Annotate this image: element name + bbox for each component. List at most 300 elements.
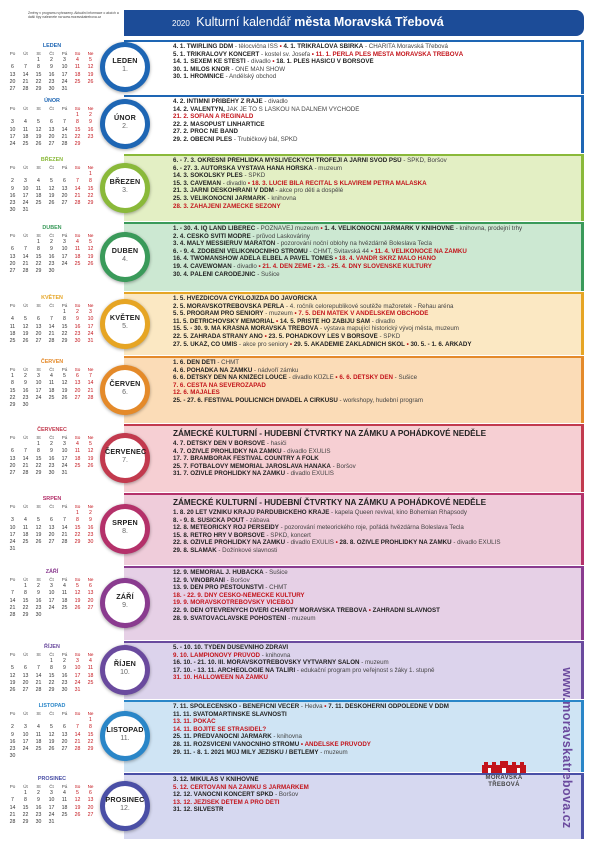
event-line <box>173 741 563 749</box>
event-item <box>173 203 281 210</box>
calendar-day: 5 <box>76 790 79 797</box>
event-line <box>173 799 563 807</box>
weekday-label: Po <box>9 303 16 308</box>
month-number: 8. <box>122 528 128 535</box>
weekday-label: So <box>74 435 81 440</box>
event-detail: - divadlo <box>370 317 396 325</box>
calendar-day <box>58 171 71 178</box>
calendar-day: 29 <box>74 539 81 546</box>
calendar-day: 9 <box>63 665 66 672</box>
calendar-day: 3 <box>37 373 40 380</box>
calendar-day: 23 <box>35 811 42 818</box>
event-detail: - Sušice <box>255 270 280 278</box>
event-item <box>173 113 253 120</box>
calendar-day: 29 <box>61 338 68 345</box>
calendar-day: 8 <box>24 590 27 597</box>
calendar-day: 6 <box>11 246 14 253</box>
calendar-day <box>6 583 19 590</box>
calendar-day: 29 <box>35 470 42 477</box>
event-detail: - divadlo <box>262 98 288 105</box>
month-number: 11. <box>120 735 130 742</box>
weekday-label: So <box>74 106 81 111</box>
calendar-day <box>19 753 32 760</box>
calendar-day: 12 <box>22 323 29 330</box>
calendar-day <box>6 717 19 724</box>
calendar-day: 22 <box>9 394 16 401</box>
calendar-day: 13 <box>48 126 55 133</box>
event-item <box>173 448 330 455</box>
event-line <box>173 455 563 463</box>
mini-calendar-title: ČERVEN <box>40 359 64 365</box>
calendar-day: 27 <box>35 338 42 345</box>
calendar-day: 10 <box>35 380 42 387</box>
calendar-day: 17 <box>22 192 29 199</box>
event-title: 14. 11. BOJÍTE SE STRAŠIDEL? <box>173 725 267 733</box>
event-item <box>173 776 259 783</box>
calendar-day: 6 <box>37 316 40 323</box>
calendar-day: 5 <box>37 517 40 524</box>
event-item <box>173 509 467 516</box>
calendar-day: 27 <box>22 687 29 694</box>
month-badge <box>100 504 150 554</box>
event-line <box>173 225 563 233</box>
event-detail: - CHARITA Moravská Třebová <box>363 43 448 50</box>
calendar-day: 17 <box>61 253 68 260</box>
calendar-day: 25 <box>22 539 29 546</box>
calendar-day: 2 <box>89 510 92 517</box>
calendar-day: 5 <box>76 583 79 590</box>
event-detail: - Boršov <box>330 462 356 470</box>
event-detail: - divadlo <box>221 179 247 187</box>
event-line <box>173 652 563 660</box>
calendar-day: 28 <box>61 141 68 148</box>
calendar-day <box>84 546 97 553</box>
event-item <box>173 577 250 584</box>
calendar-day <box>45 207 58 214</box>
title-year: 2020 <box>172 19 190 28</box>
event-title: 8. - 9. 8. SUŠICKÁ POUŤ <box>173 516 245 524</box>
calendar-day <box>6 790 19 797</box>
calendar-day: 13 <box>61 185 68 192</box>
weekday-label: Čt <box>49 303 54 308</box>
calendar-day: 4 <box>24 517 27 524</box>
event-title: 1. 8. 20 LET VZNIKU KRAJŮ PARDUBICKÉHO KRAJE <box>173 509 330 516</box>
event-item <box>173 539 334 546</box>
calendar-day: 31 <box>87 338 94 345</box>
calendar-day: 7 <box>89 373 92 380</box>
calendar-day: 10 <box>87 316 94 323</box>
calendar-day <box>45 546 58 553</box>
calendar-day: 13 <box>48 524 55 531</box>
weekday-label: Čt <box>49 504 54 509</box>
month-number: 2. <box>122 123 128 130</box>
calendar-day: 8 <box>37 64 40 71</box>
calendar-day <box>6 57 19 64</box>
calendar-day: 25 <box>9 338 16 345</box>
event-detail: - knihovna <box>260 651 291 659</box>
calendar-day: 22 <box>74 531 81 538</box>
calendar-day: 4 <box>11 316 14 323</box>
event-line <box>173 733 563 741</box>
weekday-label: Pá <box>61 367 68 372</box>
weekday-label: Ne <box>87 504 94 509</box>
event-line <box>173 98 563 106</box>
calendar-day <box>19 57 32 64</box>
month-badge <box>100 163 150 213</box>
event-line <box>173 263 563 271</box>
event-item <box>373 607 440 614</box>
calendar-day: 30 <box>35 819 42 826</box>
weekday-label: Ne <box>87 711 94 716</box>
event-title: 9. 10. LAMPIONOVÝ PRŮVOD <box>173 651 260 659</box>
calendar-day: 29 <box>9 402 16 409</box>
event-line <box>173 599 563 607</box>
calendar-day: 11 <box>35 731 42 738</box>
page-title <box>172 15 444 31</box>
weekday-label: Ne <box>87 367 94 372</box>
calendar-day <box>84 687 97 694</box>
month-badge <box>100 232 150 282</box>
calendar-day: 4 <box>37 724 40 731</box>
event-line <box>173 667 563 675</box>
weekday-label: Ne <box>87 577 94 582</box>
event-item <box>173 726 266 733</box>
calendar-day <box>71 753 84 760</box>
event-title: 28. 3. ZAHÁJENÍ ZÁMECKÉ SEZÓNY <box>173 202 281 210</box>
calendar-day: 12 <box>87 246 94 253</box>
month-events <box>173 359 563 422</box>
weekday-label: Čt <box>49 367 54 372</box>
calendar-day: 29 <box>87 200 94 207</box>
calendar-day: 18 <box>35 738 42 745</box>
calendar-day: 26 <box>74 604 81 611</box>
calendar-day: 10 <box>48 590 55 597</box>
calendar-day: 20 <box>9 78 16 85</box>
weekday-label: Ne <box>87 165 94 170</box>
calendar-day: 7 <box>24 246 27 253</box>
weekday-label: Pá <box>61 51 68 56</box>
event-item <box>173 440 286 447</box>
calendar-day <box>32 207 45 214</box>
mini-calendar-title: ČERVENEC <box>37 427 67 433</box>
calendar-day <box>32 753 45 760</box>
calendar-day: 16 <box>48 71 55 78</box>
event-title: 4. 1. TŘÍKRÁLOVÁ SBÍRKA <box>283 43 364 50</box>
calendar-day: 25 <box>48 394 55 401</box>
calendar-day <box>6 658 19 665</box>
event-line <box>173 172 563 180</box>
calendar-day: 12 <box>74 590 81 597</box>
weekday-label: Út <box>23 165 28 170</box>
mini-calendar-grid <box>6 434 98 477</box>
calendar-day: 8 <box>76 119 79 126</box>
calendar-day: 16 <box>87 126 94 133</box>
calendar-day: 7 <box>24 64 27 71</box>
calendar-day: 7 <box>11 797 14 804</box>
weekday-label: Pá <box>61 165 68 170</box>
bullet-separator: • <box>368 247 375 255</box>
bullet-separator: • <box>367 606 373 614</box>
event-title: 30. 1. MILOŠ KNOR <box>173 65 230 73</box>
website-vertical[interactable] <box>557 648 577 848</box>
event-title: ANDĚLSKÉ PRŮVODY <box>304 740 371 748</box>
calendar-day: 12 <box>87 448 94 455</box>
mini-calendar-grid <box>6 366 98 409</box>
calendar-day: 22 <box>35 78 42 85</box>
calendar-day <box>32 402 45 409</box>
calendar-day <box>84 612 97 619</box>
mini-calendar <box>6 43 98 93</box>
calendar-day: 23 <box>87 133 94 140</box>
event-item <box>173 58 271 65</box>
calendar-day: 31 <box>74 687 81 694</box>
event-title: 30. 5. - 1. 6. ARKÁDY <box>410 340 472 348</box>
month-events <box>173 225 563 290</box>
event-detail: - výstava mapující historický vývoj města, muzeum <box>318 325 459 333</box>
event-line <box>173 121 563 129</box>
calendar-day: 27 <box>48 539 55 546</box>
calendar-day: 14 <box>74 731 81 738</box>
calendar-day: 19 <box>35 133 42 140</box>
event-title: 11. 11. SVATOMARTINSKÉ SLAVNOSTI <box>173 710 287 718</box>
mini-calendar <box>6 569 98 619</box>
event-title: 21. 3. JARNÍ DESKOHRANÍ V DDM <box>173 187 274 195</box>
bullet-separator: • <box>310 50 316 58</box>
weekday-label: So <box>74 165 81 170</box>
month-number: 12. <box>120 805 130 812</box>
mini-calendar-grid <box>6 783 98 826</box>
calendar-day: 18 <box>74 455 81 462</box>
weekday-label: St <box>36 165 41 170</box>
calendar-day <box>84 268 97 275</box>
event-item <box>173 644 288 651</box>
calendar-day: 4 <box>63 790 66 797</box>
event-title: 7. 11. DESKOHERNÍ ODPOLEDNE V DDM <box>328 703 449 710</box>
calendar-day: 13 <box>22 672 29 679</box>
event-item <box>262 263 311 270</box>
weekday-label: Čt <box>49 165 54 170</box>
calendar-day: 20 <box>9 260 16 267</box>
event-title: ZAHRADNÍ SLAVNOST <box>372 606 440 614</box>
event-item <box>268 333 400 340</box>
calendar-day: 13 <box>61 731 68 738</box>
calendar-day <box>6 239 19 246</box>
calendar-day: 27 <box>9 470 16 477</box>
calendar-day: 11 <box>74 64 81 71</box>
calendar-day <box>58 112 71 119</box>
event-item <box>173 51 310 58</box>
event-item <box>173 569 288 576</box>
calendar-day: 1 <box>37 441 40 448</box>
calendar-day: 3 <box>63 57 66 64</box>
calendar-day: 24 <box>61 78 68 85</box>
calendar-day: 28 <box>87 394 94 401</box>
event-line <box>173 271 563 279</box>
calendar-day <box>32 171 45 178</box>
event-item <box>173 455 319 462</box>
calendar-day: 16 <box>9 192 16 199</box>
calendar-day: 2 <box>24 373 27 380</box>
calendar-day: 12 <box>35 126 42 133</box>
event-item <box>173 73 276 80</box>
event-item <box>173 374 334 381</box>
calendar-day <box>58 546 71 553</box>
event-item <box>173 470 334 477</box>
calendar-day: 5 <box>11 665 14 672</box>
event-detail: - muzeum <box>263 310 293 318</box>
event-line <box>173 58 563 66</box>
mini-calendar <box>6 644 98 694</box>
calendar-day: 12 <box>61 380 68 387</box>
event-line <box>173 382 563 390</box>
event-detail: - workshopy, hudební program <box>337 396 423 404</box>
mini-calendar-grid <box>6 710 98 760</box>
event-title: 25. 7. FOTBALOVÝ MEMORIÁL JAROSLAVA HANÁKA <box>173 462 331 470</box>
event-line <box>173 547 563 555</box>
calendar-day: 15 <box>74 524 81 531</box>
weekday-label: Ne <box>87 652 94 657</box>
calendar-day: 25 <box>35 746 42 753</box>
weekday-label: Po <box>9 106 16 111</box>
event-detail: - muzeum <box>286 614 316 622</box>
event-item <box>294 341 405 348</box>
mini-calendar-grid <box>6 50 98 93</box>
event-title: 6. - 27. 3. AUTORSKÁ VÝSTAVA HANA HORSKÁ <box>173 164 313 172</box>
calendar-day: 20 <box>22 679 29 686</box>
calendar-day: 7 <box>76 724 79 731</box>
calendar-day: 24 <box>74 679 81 686</box>
weekday-label: Po <box>9 504 16 509</box>
calendar-day <box>71 470 84 477</box>
event-item <box>173 524 464 531</box>
event-title: 11. 1. PERLA PLES MĚSTA MORAVSKÁ TŘEBOVÁ <box>315 50 464 58</box>
calendar-day: 28 <box>35 687 42 694</box>
event-item <box>173 791 298 798</box>
calendar-day: 3 <box>76 658 79 665</box>
mini-calendar <box>6 359 98 409</box>
event-title: 13. 11. POKÁČ <box>173 718 216 726</box>
calendar-day <box>71 612 84 619</box>
event-line <box>173 607 563 615</box>
calendar-day: 21 <box>61 133 68 140</box>
event-detail: - kostel sv. Josefa <box>259 50 311 58</box>
mini-calendar <box>6 776 98 826</box>
month-name: ZÁŘÍ <box>116 592 134 601</box>
calendar-day: 19 <box>74 597 81 604</box>
event-line <box>173 470 563 478</box>
calendar-day: 7 <box>50 316 53 323</box>
calendar-day: 26 <box>87 78 94 85</box>
weekday-label: Út <box>23 106 28 111</box>
event-title: 7. 11. SPOLEČENSKO - BENEFIČNÍ VEČER <box>173 703 300 710</box>
calendar-day: 7 <box>63 517 66 524</box>
event-item <box>173 271 280 278</box>
calendar-day: 23 <box>61 679 68 686</box>
calendar-day <box>19 717 32 724</box>
weekday-label: St <box>36 303 41 308</box>
event-title: 28. 8. OŽIVLÉ PROHLÍDKY NA ZÁMKU <box>339 539 452 547</box>
calendar-day: 3 <box>11 119 14 126</box>
event-item <box>173 136 298 143</box>
month-name: PROSINEC <box>105 795 145 804</box>
weekday-label: So <box>74 303 81 308</box>
weekday-label: Ne <box>87 303 94 308</box>
calendar-day: 19 <box>61 387 68 394</box>
calendar-day: 18 <box>87 672 94 679</box>
calendar-day: 25 <box>74 462 81 469</box>
calendar-day: 10 <box>22 185 29 192</box>
event-item <box>173 382 266 389</box>
calendar-day: 4 <box>76 441 79 448</box>
calendar-day: 15 <box>87 731 94 738</box>
event-item <box>173 187 343 194</box>
event-detail: - Dožínkové slavnosti <box>216 546 278 554</box>
calendar-day: 24 <box>48 811 55 818</box>
calendar-day: 19 <box>87 71 94 78</box>
event-line <box>173 711 563 719</box>
calendar-day: 10 <box>61 246 68 253</box>
month-number: 6. <box>122 388 128 396</box>
calendar-day: 13 <box>9 71 16 78</box>
mini-calendar <box>6 427 98 477</box>
calendar-day: 6 <box>63 724 66 731</box>
event-item <box>173 333 263 340</box>
calendar-day: 26 <box>35 539 42 546</box>
event-line <box>173 644 563 652</box>
website-link[interactable]: www.moravskatrebova.cz <box>560 667 574 829</box>
mini-calendar-grid <box>6 164 98 214</box>
weekday-label: St <box>36 435 41 440</box>
event-detail: - divadlo <box>245 58 271 66</box>
event-item <box>173 106 359 113</box>
calendar-day: 31 <box>61 86 68 93</box>
month-badge <box>100 299 150 349</box>
calendar-day: 30 <box>48 268 55 275</box>
bullet-separator: • <box>333 255 339 263</box>
calendar-day: 30 <box>9 753 16 760</box>
mini-calendar-grid <box>6 302 98 345</box>
event-detail: - CHMT <box>263 584 288 592</box>
weekday-label: St <box>36 106 41 111</box>
event-title: 19. 4. CAVEWOMAN <box>173 262 232 270</box>
event-item <box>276 58 373 65</box>
event-line <box>173 718 563 726</box>
event-item <box>375 248 467 255</box>
calendar-day <box>58 717 71 724</box>
castle-logo-icon <box>482 761 526 773</box>
month-number: 7. <box>122 457 128 464</box>
calendar-day: 2 <box>63 658 66 665</box>
event-item <box>324 225 522 232</box>
event-item <box>173 165 342 172</box>
event-item <box>173 799 279 806</box>
calendar-day: 5 <box>24 316 27 323</box>
event-detail: - CHMT <box>215 359 240 366</box>
bullet-separator: • <box>322 703 329 710</box>
weekday-label: Po <box>9 233 16 238</box>
weekday-label: Pá <box>61 652 68 657</box>
event-item <box>339 374 417 381</box>
event-detail: - knihovna <box>271 733 302 741</box>
event-title: 15. 5. - 30. 9. MÁ KRÁSNÁ MORAVSKÁ TŘEBOVÁ <box>173 325 319 333</box>
calendar-day: 19 <box>22 330 29 337</box>
city-logo <box>473 757 535 795</box>
month-events <box>173 98 563 152</box>
month-number: 10. <box>120 669 130 676</box>
calendar-day: 19 <box>48 738 55 745</box>
calendar-day: 20 <box>87 804 94 811</box>
calendar-day: 10 <box>74 665 81 672</box>
